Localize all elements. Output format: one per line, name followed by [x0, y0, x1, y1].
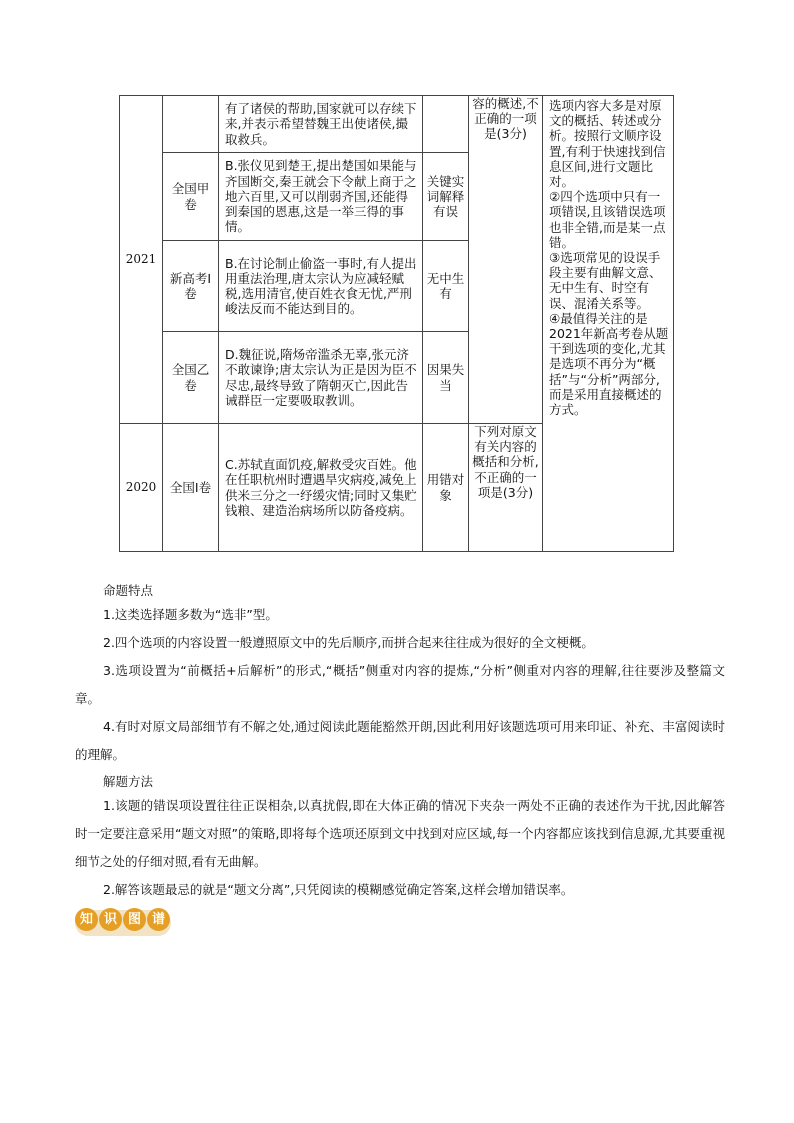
exam-cell: 全国甲卷: [163, 153, 219, 241]
error-type-cell: [423, 96, 469, 153]
year-cell: 2020: [120, 424, 163, 552]
paragraph: 1.该题的错误项设置往往正误相杂,以真扰假,即在大体正确的情况下夹杂一两处不正确的表述作为干扰,因此解答时一定要注意采用“题文对照”的策略,即将每个选项还原到文中找到对应区域,每一个内容都应该找到信息源,尤其要重视细节之处的仔细对照,看有无曲解。: [75, 798, 725, 869]
paragraph: 2.解答该题最忌的就是“题文分离”,只凭阅读的模糊感觉确定答案,这样会增加错误率。: [103, 882, 574, 897]
table-row: [120, 96, 674, 153]
option-cell: D.魏征说,隋炀帝滥杀无辜,张元济不敢谏诤;唐太宗认为正是因为臣不尽忠,最终导致了隋朝灭亡,因此告诫群臣一定要吸取教训。: [219, 332, 423, 424]
knowledge-map-badge: [75, 906, 171, 938]
option-cell: 有了诸侯的帮助,国家就可以存续下来,并表示希望替魏王出使诸侯,撮取救兵。: [219, 96, 423, 153]
badge-char: 知: [75, 908, 98, 931]
section-heading: 命题特点: [103, 583, 154, 598]
option-cell: B.在讨论制止偷盗一事时,有人提出用重法治理,唐太宗认为应减轻赋税,选用清官,使百姓衣食无忧,严刑峻法反而不能达到目的。: [219, 241, 423, 332]
exam-cell: 全国乙卷: [163, 332, 219, 424]
question-stem-cell: 下列对原文有关内容的概括和分析,不正确的一项是(3分): [469, 424, 543, 552]
exam-cell: [163, 96, 219, 153]
option-cell: C.苏轼直面饥疫,解救受灾百姓。他在任职杭州时遭遇旱灾病疫,减免上供米三分之一纾缓灾情;同时又集贮钱粮、建造治病场所以防备疫病。: [219, 424, 423, 552]
tips-cell: [543, 96, 674, 552]
tip-paragraph: ④最值得关注的是2021年新高考卷从题干到选项的变化,尤其是选项不再分为“概括”与“分析”两部分,而是采用直接概述的方式。: [549, 310, 669, 418]
exam-cell: 新高考Ⅰ卷: [163, 241, 219, 332]
error-type-cell: 因果失当: [423, 332, 469, 424]
error-type-cell: 用错对象: [423, 424, 469, 552]
exam-cell: 全国Ⅰ卷: [163, 424, 219, 552]
tip-paragraph: ②四个选项中只有一项错误,且该错误选项也非全错,而是某一点错。: [549, 189, 666, 250]
option-cell: B.张仪见到楚王,提出楚国如果能与齐国断交,秦王就会下令献上商于之地六百里,又可以削弱齐国,还能得到秦国的恩惠,这是一举三得的事情。: [219, 153, 423, 241]
paragraph: 3.选项设置为“前概括+后解析”的形式,“概括”侧重对内容的提炼,“分析”侧重对内容的理解,往往要涉及整篇文章。: [75, 663, 725, 706]
badge-char: 谱: [147, 908, 170, 931]
section-heading: 解题方法: [103, 774, 154, 789]
error-type-cell: 无中生有: [423, 241, 469, 332]
paragraph: 4.有时对原文局部细节有不解之处,通过阅读此题能豁然开朗,因此利用好该题选项可用来印证、补充、丰富阅读时的理解。: [75, 719, 725, 762]
tip-paragraph: 选项内容大多是对原文的概括、转述或分析。按照行文顺序设置,有利于快速找到信息区间,进行文题比对。: [549, 98, 666, 190]
error-type-cell: 关键实词解释有误: [423, 153, 469, 241]
badge-char: 识: [99, 908, 122, 931]
paragraph: 2.四个选项的内容设置一般遵照原文中的先后顺序,而拼合起来往往成为很好的全文梗概。: [103, 635, 594, 650]
analysis-table: [119, 95, 674, 552]
year-cell: 2021: [120, 96, 163, 424]
question-stem-cell: 容的概述,不正确的一项是(3分): [469, 96, 543, 424]
paragraph: 1.这类选择题多数为“选非”型。: [103, 607, 278, 622]
badge-char: 图: [123, 908, 146, 931]
tip-paragraph: ③选项常见的设误手段主要有曲解文意、无中生有、时空有误、混淆关系等。: [549, 250, 662, 311]
